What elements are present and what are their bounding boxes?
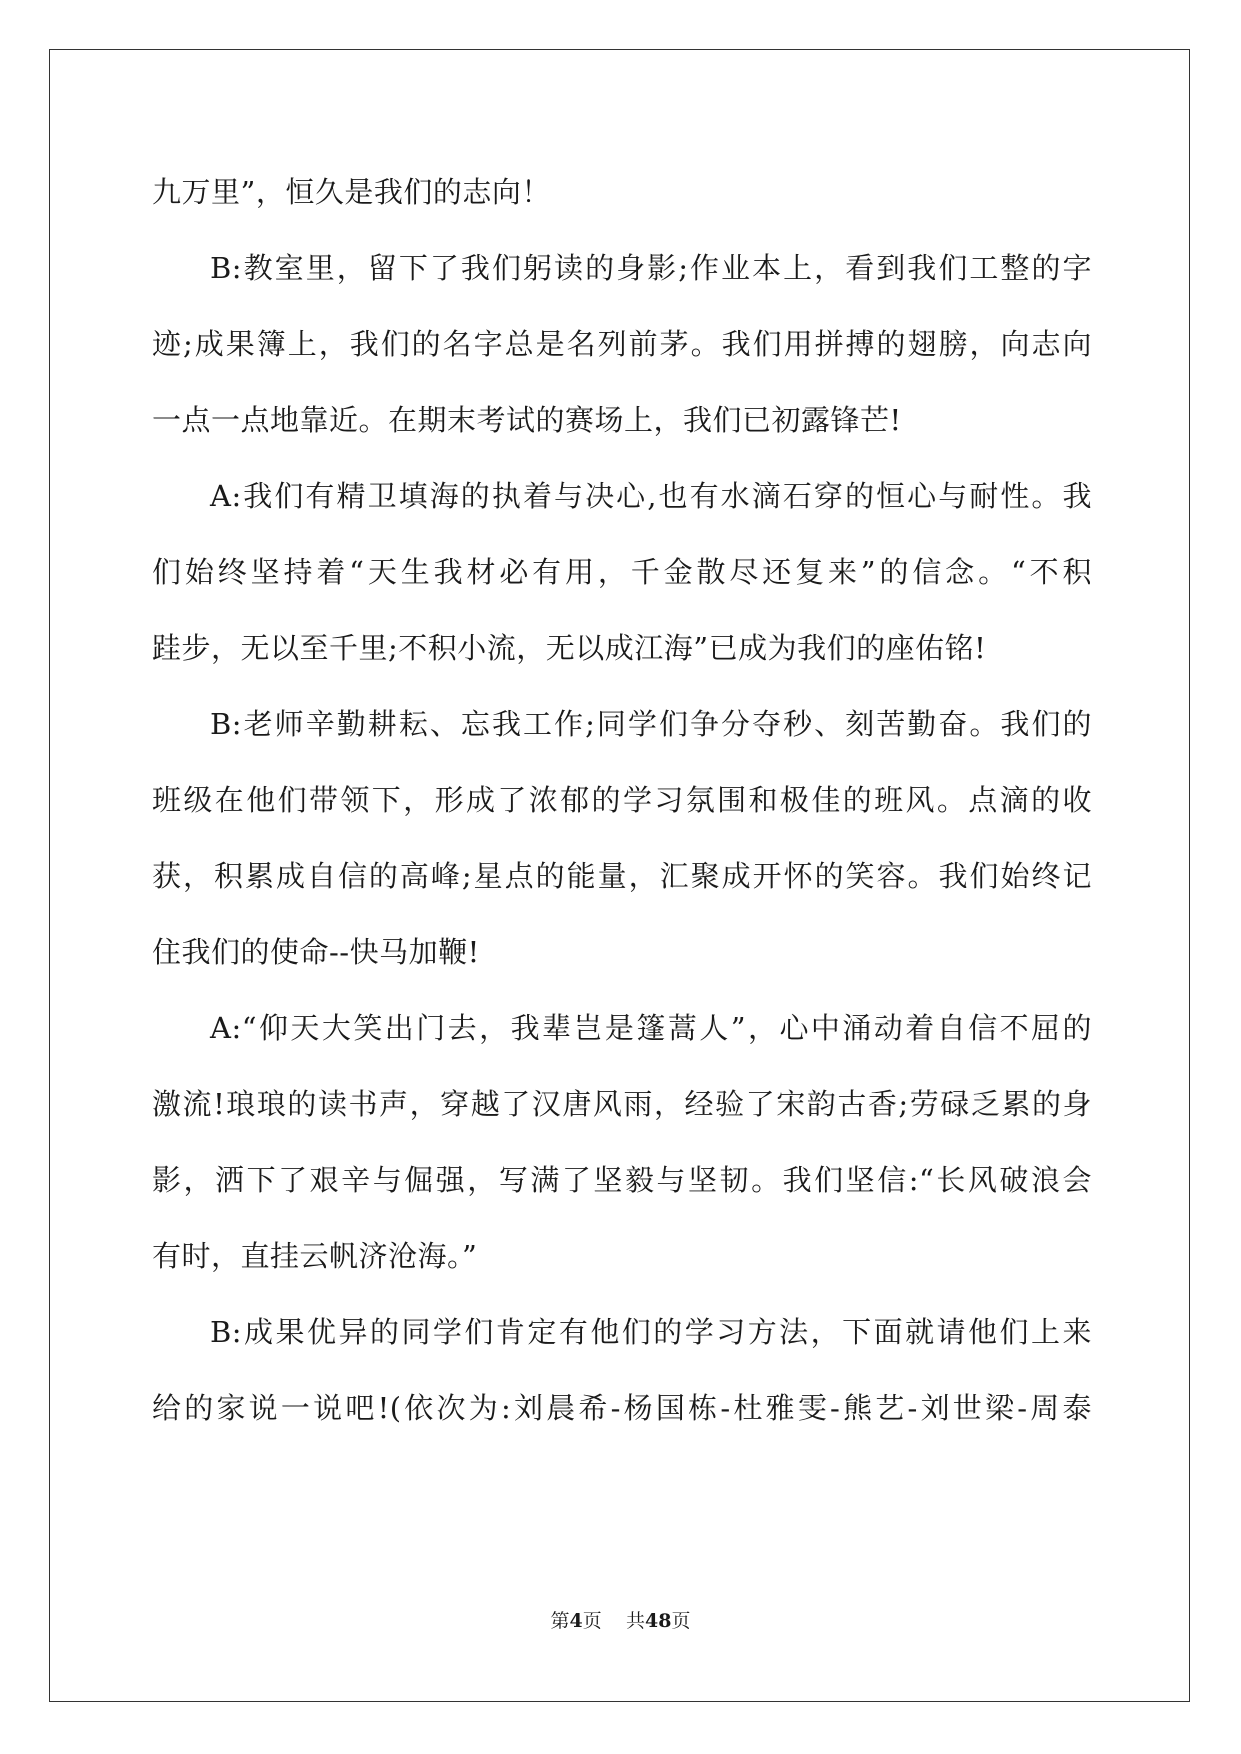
document-body bbox=[152, 154, 1092, 1446]
text-line: B:教室里，留下了我们躬读的身影;作业本上，看到我们工整的字 bbox=[210, 251, 1092, 285]
text-line: 跬步，无以至千里;不积小流，无以成江海”已成为我们的座佑铭! bbox=[152, 631, 987, 665]
page-suffix: 页 bbox=[582, 1610, 602, 1632]
page-footer bbox=[0, 1606, 1241, 1633]
text-line: 影，洒下了艰辛与倔强，写满了坚毅与坚韧。我们坚信:“长风破浪会 bbox=[152, 1163, 1092, 1197]
text-line: 迹;成果簿上，我们的名字总是名列前茅。我们用拼搏的翅膀，向志向 bbox=[152, 327, 1092, 361]
text-line: 班级在他们带领下，形成了浓郁的学习氛围和极佳的班风。点滴的收 bbox=[152, 783, 1092, 817]
text-line: 获，积累成自信的高峰;星点的能量，汇聚成开怀的笑容。我们始终记 bbox=[152, 859, 1092, 893]
total-prefix: 共 bbox=[625, 1610, 645, 1632]
text-line: A:“仰天大笑出门去，我辈岂是篷蒿人”，心中涌动着自信不屈的 bbox=[210, 1011, 1092, 1045]
text-line: B:老师辛勤耕耘、忘我工作;同学们争分夺秒、刻苦勤奋。我们的 bbox=[210, 707, 1092, 741]
text-line: 一点一点地靠近。在期末考试的赛场上，我们已初露锋芒! bbox=[152, 403, 902, 437]
paragraph bbox=[152, 230, 1092, 458]
paragraph bbox=[152, 990, 1092, 1294]
text-line: A:我们有精卫填海的执着与决心,也有水滴石穿的恒心与耐性。我 bbox=[210, 479, 1092, 513]
paragraph bbox=[152, 458, 1092, 686]
page-prefix: 第 bbox=[550, 1610, 570, 1632]
text-line: 九万里”，恒久是我们的志向！ bbox=[152, 175, 551, 209]
paragraph bbox=[152, 154, 1092, 230]
paragraph bbox=[152, 1294, 1092, 1446]
paragraph bbox=[152, 686, 1092, 990]
total-suffix: 页 bbox=[671, 1610, 691, 1632]
text-line: 给的家说一说吧!(依次为:刘晨希-杨国栋-杜雅雯-熊艺-刘世梁-周泰 bbox=[152, 1391, 1092, 1425]
text-line: 们始终坚持着“天生我材必有用，千金散尽还复来”的信念。“不积 bbox=[152, 555, 1092, 589]
text-line: 住我们的使命--快马加鞭! bbox=[152, 935, 480, 969]
text-line: 激流!琅琅的读书声，穿越了汉唐风雨，经验了宋韵古香;劳碌乏累的身 bbox=[152, 1087, 1092, 1121]
page-number: 4 bbox=[569, 1610, 583, 1632]
total-pages: 48 bbox=[644, 1610, 672, 1632]
text-line: 有时，直挂云帆济沧海。” bbox=[152, 1239, 478, 1273]
text-line: B:成果优异的同学们肯定有他们的学习方法，下面就请他们上来 bbox=[210, 1315, 1092, 1349]
